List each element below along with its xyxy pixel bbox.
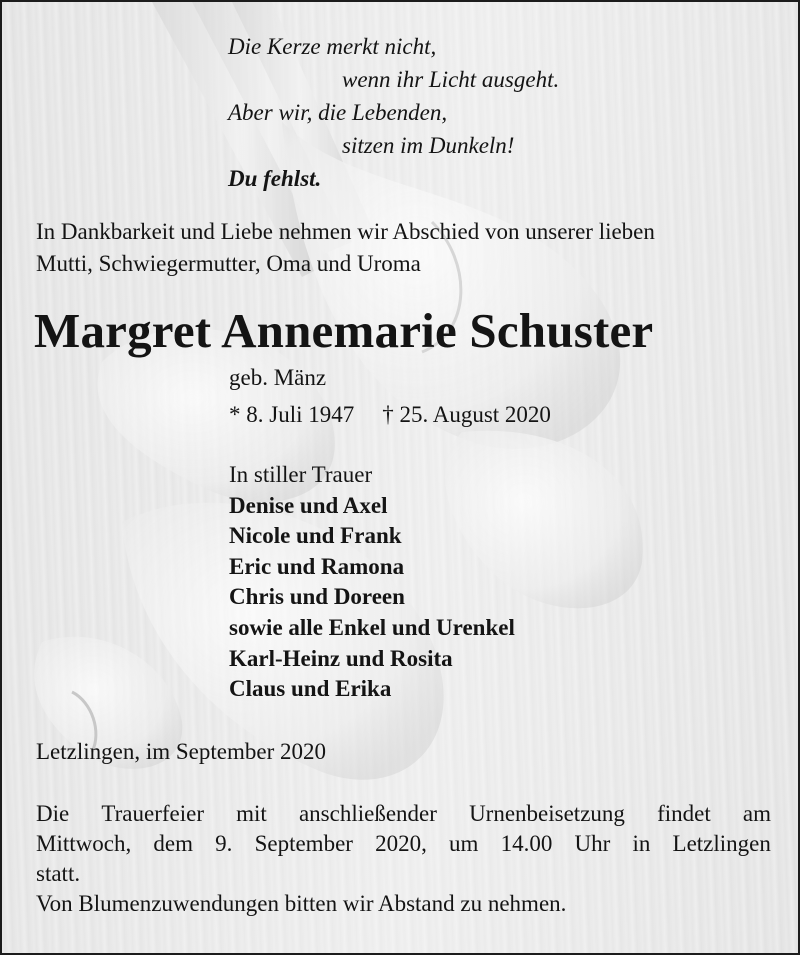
place-and-date: Letzlingen, im September 2020: [36, 739, 326, 764]
service-word: um: [449, 831, 479, 856]
poem-line: sitzen im Dunkeln!: [342, 133, 515, 158]
service-word: 9.: [215, 831, 233, 856]
service-word: 14.00: [500, 831, 553, 856]
mourner-name: Eric und Ramona: [229, 553, 405, 579]
funeral-service-notice: [36, 799, 771, 889]
service-word: anschließender: [298, 801, 437, 826]
service-word: in: [632, 831, 651, 856]
service-word: Mittwoch,: [36, 831, 132, 856]
service-line: [36, 829, 771, 859]
service-word: Uhr: [574, 831, 611, 856]
mourner-name: Nicole und Frank: [229, 523, 402, 549]
mourner-name: sowie alle Enkel und Urenkel: [229, 614, 515, 640]
poem-line: Die Kerze merkt nicht,: [228, 34, 437, 59]
poem-line: wenn ihr Licht ausgeht.: [342, 67, 560, 92]
intro-line: Mutti, Schwiegermutter, Oma und Uroma: [36, 251, 421, 276]
poem: [228, 30, 559, 195]
life-dates: [229, 399, 551, 431]
mourners-list: [229, 460, 515, 705]
service-line: statt.: [36, 861, 81, 886]
service-word: mit: [236, 801, 267, 826]
mourner-name: Denise und Axel: [229, 492, 388, 518]
service-word: am: [742, 801, 771, 826]
mourner-name: Claus und Erika: [229, 676, 392, 702]
intro-line-text: In Dankbarkeit und Liebe nehmen wir Abschied von unserer lieben: [36, 219, 655, 244]
service-word: Trauerfeier: [101, 801, 204, 826]
mourner-name: Chris und Doreen: [229, 584, 405, 610]
intro-line: [36, 216, 771, 248]
flower-donation-note: Von Blumenzuwendungen bitten wir Abstand zu nehmen.: [36, 891, 567, 916]
birth-name: geb. Mänz: [229, 365, 327, 390]
poem-line: Aber wir, die Lebenden,: [228, 100, 448, 125]
birth-date: * 8. Juli 1947: [229, 402, 355, 427]
service-word: findet: [657, 801, 711, 826]
service-word: Letzlingen: [672, 831, 771, 856]
deceased-name: Margret Annemarie Schuster: [34, 303, 654, 358]
service-word: dem: [153, 831, 193, 856]
service-word: Urnenbeisetzung: [469, 801, 625, 826]
service-word: September: [254, 831, 353, 856]
mourners-lead: In stiller Trauer: [229, 462, 373, 487]
service-word: Die: [36, 801, 70, 826]
death-date: † 25. August 2020: [382, 402, 551, 427]
service-line: [36, 799, 771, 829]
mourner-name: Karl-Heinz und Rosita: [229, 645, 453, 671]
intro-text: [36, 216, 771, 280]
service-word: 2020,: [375, 831, 427, 856]
poem-closing-line: Du fehlst.: [228, 166, 322, 191]
